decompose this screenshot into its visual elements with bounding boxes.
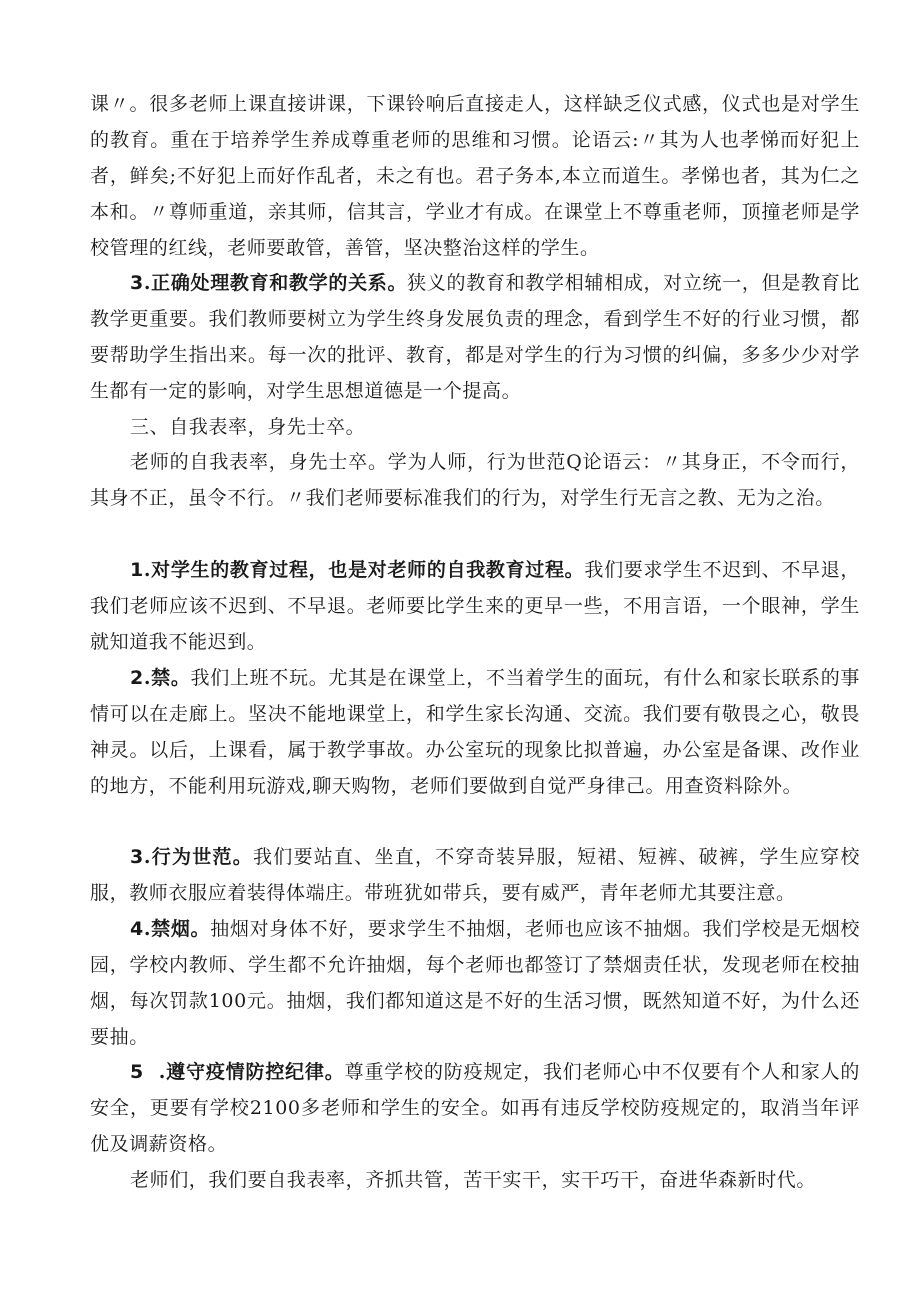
- item-number: 4: [130, 918, 144, 940]
- item-text: 我们要求学生不迟到、不早退，我们老师应该不迟到、不早退。老师要比学生来的更早一些，不用言语，一个眼神，学生就知道我不能迟到。: [90, 559, 860, 653]
- item-number: 3: [130, 846, 144, 868]
- item-text: 狭义的教育和教学相辅相成，对立统一，但是教育比教学更重要。我们教师要树立为学生终身发展负责的理念，看到学生不好的行业习惯，都要帮助学生指出来。每一次的批评、教育，都是对学生的行为习惯的纠偏，多多少少对学生都有一定的影响，对学生思想道德是一个提高。: [90, 272, 861, 402]
- item-heading: .正确处理教育和教学的关系。: [143, 272, 408, 294]
- item-number: 3: [130, 272, 144, 294]
- paragraph-self-example: 老师的自我表率，身先士卒。学为人师，行为世范Q论语云：〃其身正，不令而行，其身不正，虽令不行。〃我们老师要标准我们的行为，对学生行无言之教、无为之治。: [90, 451, 860, 509]
- item-heading: .禁。: [143, 667, 191, 689]
- item-heading: .遵守疫情防控纪律。: [143, 1061, 345, 1083]
- section-heading-three: 三、自我表率，身先士卒。: [130, 416, 366, 438]
- paragraph-respect-teachers: 课〃。很多老师上课直接讲课，下课铃响后直接走人，这样缺乏仪式感，仪式也是对学生的教育。重在于培养学生养成尊重老师的思维和习惯。论语云:〃其为人也孝悌而好犯上者，鲜矣;不好犯上而好作乱者，未之有也。君子务本,本立而道生。孝悌也者，其为仁之本和。〃尊师重道，亲其师，信其言，学业才有成。在课堂上不尊重老师，顶撞老师是学校管理的红线，老师要敢管，善管，坚决整治这样的学生。: [90, 93, 860, 259]
- item-text: 我们要站直、坐直，不穿奇装异服，短裙、短裤、破裤，学生应穿校服，教师衣服应着装得体端庄。带班犹如带兵，要有威严，青年老师尤其要注意。: [90, 846, 860, 904]
- paragraph-item-1-self-education: [90, 553, 860, 661]
- paragraph-item-3-conduct: [90, 840, 860, 912]
- item-heading: .行为世范。: [143, 846, 253, 868]
- paragraph-item-4-no-smoking: [90, 912, 860, 1056]
- paragraph-closing: 老师们，我们要自我表率，齐抓共管，苦干实干，实干巧干，奋进华森新时代。: [130, 1169, 817, 1191]
- item-heading: .禁烟。: [143, 918, 211, 940]
- paragraph-item-5-epidemic: [90, 1055, 860, 1163]
- item-text: 抽烟对身体不好，要求学生不抽烟，老师也应该不抽烟。我们学校是无烟校园，学校内教师、学生都不允许抽烟，每个老师也都签订了禁烟责任状，发现老师在校抽烟，每次罚款100元。抽烟，我们都知道这是不好的生活习惯，既然知道不好，为什么还要抽。: [90, 918, 860, 1048]
- item-text: 尊重学校的防疫规定，我们老师心中不仅要有个人和家人的安全，更要有学校2100多老师和学生的安全。如再有违反学校防疫规定的，取消当年评优及调薪资格。: [90, 1061, 860, 1155]
- item-number: 1: [130, 559, 144, 581]
- item-number: 5: [130, 1061, 144, 1083]
- paragraph-item-3-education-teaching: [90, 266, 860, 410]
- paragraph-item-2-ban: [90, 661, 860, 805]
- item-number: 2: [130, 667, 144, 689]
- item-heading: .对学生的教育过程，也是对老师的自我教育过程。: [143, 559, 585, 581]
- item-text: 我们上班不玩。尤其是在课堂上，不当着学生的面玩，有什么和家长联系的事情可以在走廊上。坚决不能地课堂上，和学生家长沟通、交流。我们要有敬畏之心，敬畏神灵。以后，上课看，属于教学事故。办公室玩的现象比拟普遍，办公室是备课、改作业的地方，不能利用玩游戏,聊天购物，老师们要做到自觉严身律己。用查资料除外。: [90, 667, 860, 797]
